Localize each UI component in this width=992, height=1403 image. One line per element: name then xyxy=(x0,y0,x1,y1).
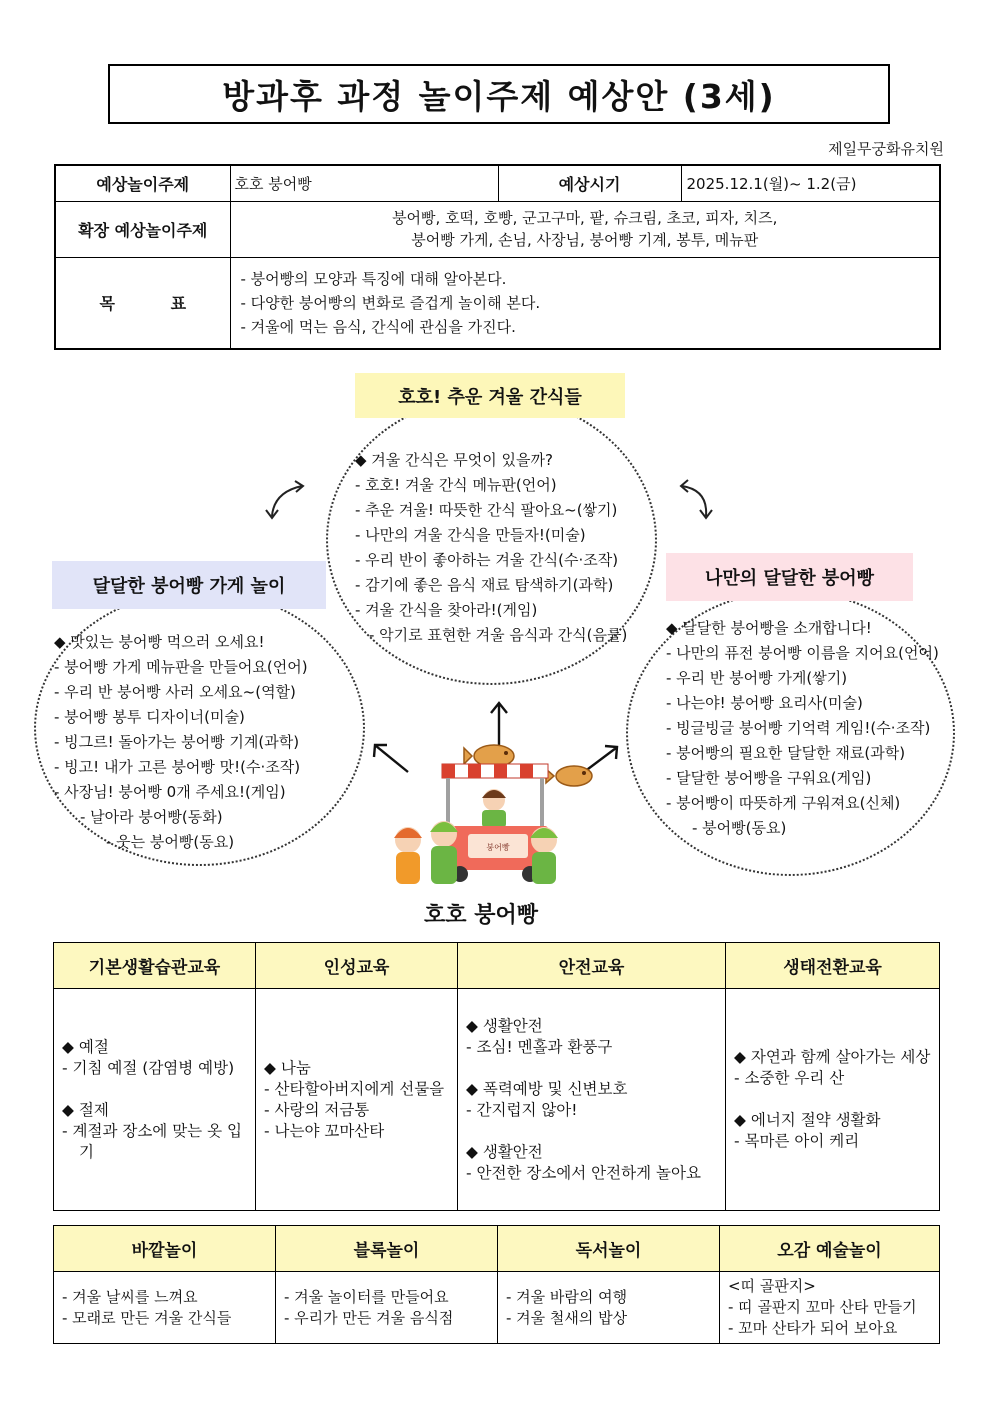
edu-header: 인성교육 xyxy=(256,943,458,989)
theme-label: 예상놀이주제 xyxy=(55,165,230,201)
left-list xyxy=(54,630,308,855)
play-header: 블록놀이 xyxy=(276,1226,498,1272)
edu-bullet: ◆ 예절 xyxy=(62,1037,109,1056)
fish-bread-icon xyxy=(546,766,592,786)
list-item: - 빙그르! 돌아가는 붕어빵 기계(과학) xyxy=(54,733,300,751)
education-table xyxy=(53,942,940,1211)
list-item: - 빙고! 내가 고른 붕어빵 맛!(수·조작) xyxy=(54,758,301,776)
list-item: - 사장님! 붕어빵 0개 주세요!(게임) xyxy=(54,783,286,801)
edu-bullet: ◆ 폭력예방 및 신변보호 xyxy=(466,1079,628,1098)
edu-bullet: ◆ 에너지 절약 생활화 xyxy=(734,1111,881,1129)
curved-arrow-left-icon xyxy=(262,478,312,524)
top-note xyxy=(355,373,625,418)
play-item: - 꼬마 산타가 되어 보아요 xyxy=(728,1319,898,1337)
play-item: <띠 골판지> xyxy=(728,1277,816,1295)
right-note-title: 나만의 달달한 붕어빵 xyxy=(704,568,875,589)
list-item: ◆ 겨울 간식은 무엇이 있을까? xyxy=(355,451,553,469)
list-item: - 나는야! 붕어빵 요리사(미술) xyxy=(666,694,863,712)
period-value: 2025.12.1(월)~ 1.2(금) xyxy=(681,165,940,201)
play-item: - 겨울 날씨를 느껴요 xyxy=(62,1287,198,1306)
edu-item: - 기침 예절 (감염병 예방) xyxy=(62,1058,235,1077)
goal-item: - 붕어빵의 모양과 특징에 대해 알아본다. xyxy=(240,269,507,288)
play-cell-art xyxy=(720,1272,940,1344)
edu-bullet: ◆ 자연과 함께 살아가는 세상 xyxy=(734,1048,931,1066)
play-item: - 띠 골판지 꼬마 산타 만들기 xyxy=(728,1298,917,1316)
title-box xyxy=(108,64,890,124)
play-item: - 겨울 바람의 여행 xyxy=(506,1287,628,1306)
list-item: - 호호! 겨울 간식 메뉴판(언어) xyxy=(355,476,557,494)
list-item: - 나만의 퓨전 붕어빵 이름을 지어요(언어) xyxy=(666,644,939,662)
goal-item: - 다양한 붕어빵의 변화로 즐겁게 놀이해 본다. xyxy=(240,293,541,312)
play-item: - 겨울 철새의 밥상 xyxy=(506,1308,628,1327)
edu-item: - 간지럽지 않아! xyxy=(466,1100,578,1119)
list-item: - 달달한 붕어빵을 구워요(게임) xyxy=(666,769,872,787)
curved-arrow-right-icon xyxy=(676,478,720,524)
page-title: 방과후 과정 놀이주제 예상안 (3세) xyxy=(222,76,776,116)
list-item: - 붕어빵이 따뜻하게 구워져요(신체) xyxy=(666,794,901,812)
list-item: - 붕어빵의 필요한 달달한 재료(과학) xyxy=(666,744,906,762)
edu-item: - 조심! 멘홀과 환풍구 xyxy=(466,1037,613,1056)
play-item: - 우리가 만든 겨울 음식점 xyxy=(284,1308,454,1327)
edu-cell-ecology xyxy=(726,989,940,1211)
list-item: - 우리 반 붕어빵 가게(쌓기) xyxy=(666,669,848,687)
edu-cell-basic xyxy=(54,989,256,1211)
edu-item: - 사랑의 저금통 xyxy=(264,1100,370,1119)
edu-cell-character xyxy=(256,989,458,1211)
play-header: 오감 예술놀이 xyxy=(720,1226,940,1272)
goal-item: - 겨울에 먹는 음식, 간식에 관심을 가진다. xyxy=(240,317,516,336)
play-cell-reading xyxy=(498,1272,720,1344)
left-note xyxy=(52,561,326,609)
list-item: ◆ 맛있는 붕어빵 먹으러 오세요! xyxy=(54,633,265,651)
period-label: 예상시기 xyxy=(498,165,681,201)
play-item: - 모래로 만든 겨울 간식들 xyxy=(62,1308,232,1327)
edu-item: - 소중한 우리 산 xyxy=(734,1069,845,1087)
play-item: - 겨울 놀이터를 만들어요 xyxy=(284,1287,449,1306)
edu-item: - 안전한 장소에서 안전하게 놀아요 xyxy=(466,1163,701,1182)
extended-line: 붕어빵 가게, 손님, 사장님, 붕어빵 기계, 봉투, 메뉴판 xyxy=(411,231,759,249)
list-item: - 날아라 붕어빵(동화) xyxy=(80,808,223,826)
cart-sign: 붕어빵 xyxy=(486,843,510,852)
play-cell-outdoor xyxy=(54,1272,276,1344)
right-note xyxy=(666,553,913,601)
top-note-title: 호호! 추운 겨울 간식들 xyxy=(398,386,582,408)
edu-header: 생태전환교육 xyxy=(726,943,940,989)
theme-value: 호호 붕어빵 xyxy=(230,165,498,201)
edu-bullet: ◆ 절제 xyxy=(62,1100,109,1119)
list-item: - 붕어빵 가게 메뉴판을 만들어요(언어) xyxy=(54,658,308,676)
list-item: - 붕어빵(동요) xyxy=(692,819,787,837)
edu-bullet: ◆ 나눔 xyxy=(264,1058,311,1077)
edu-header: 기본생활습관교육 xyxy=(54,943,256,989)
school-name: 제일무궁화유치원 xyxy=(828,140,944,158)
left-note-title: 달달한 붕어빵 가게 놀이 xyxy=(92,576,286,597)
list-item: - 웃는 붕어빵(동요) xyxy=(106,833,235,851)
extended-topics xyxy=(230,201,940,257)
center-title: 호호 붕어빵 xyxy=(424,903,538,928)
list-item: - 붕어빵 봉투 디자이너(미술) xyxy=(54,708,245,726)
edu-item: - 계절과 장소에 맞는 옷 입기 xyxy=(62,1121,242,1161)
edu-item: - 산타할아버지에게 선물을 xyxy=(264,1079,445,1098)
extended-label: 확장 예상놀이주제 xyxy=(55,201,230,257)
edu-header: 안전교육 xyxy=(458,943,726,989)
edu-item: - 목마른 아이 케리 xyxy=(734,1132,860,1150)
list-item: - 감기에 좋은 음식 재료 탐색하기(과학) xyxy=(355,576,614,594)
goal-label: 목 표 xyxy=(55,257,230,349)
list-item: - 우리 반 붕어빵 사러 오세요~(역할) xyxy=(54,683,296,701)
list-item: - 우리 반이 좋아하는 겨울 간식(수·조작) xyxy=(355,551,619,569)
play-cell-block xyxy=(276,1272,498,1344)
extended-line: 붕어빵, 호떡, 호빵, 군고구마, 팥, 슈크림, 초코, 피자, 치즈, xyxy=(392,209,778,227)
info-table xyxy=(54,164,941,350)
list-item: - 빙글빙글 붕어빵 기억력 게임!(수·조작) xyxy=(666,719,931,737)
goals-cell xyxy=(230,257,940,349)
play-table xyxy=(53,1225,940,1344)
play-header: 바깥놀이 xyxy=(54,1226,276,1272)
right-list xyxy=(666,616,939,841)
edu-cell-safety xyxy=(458,989,726,1211)
list-item: - 나만의 겨울 간식을 만들자!(미술) xyxy=(355,526,586,544)
edu-bullet: ◆ 생활안전 xyxy=(466,1016,543,1035)
edu-item: - 나는야 꼬마산타 xyxy=(264,1121,385,1140)
fish-bread-booth-illustration xyxy=(384,742,606,890)
list-item: ◆ 달달한 붕어빵을 소개합니다! xyxy=(666,619,872,637)
list-item: - 겨울 간식을 찾아라!(게임) xyxy=(355,601,538,619)
play-header: 독서놀이 xyxy=(498,1226,720,1272)
list-item: - 추운 겨울! 따뜻한 간식 팔아요~(쌓기) xyxy=(355,501,618,519)
top-list xyxy=(355,448,627,648)
edu-bullet: ◆ 생활안전 xyxy=(466,1142,543,1161)
list-item: - 악기로 표현한 겨울 음식과 간식(음률) xyxy=(369,626,628,644)
